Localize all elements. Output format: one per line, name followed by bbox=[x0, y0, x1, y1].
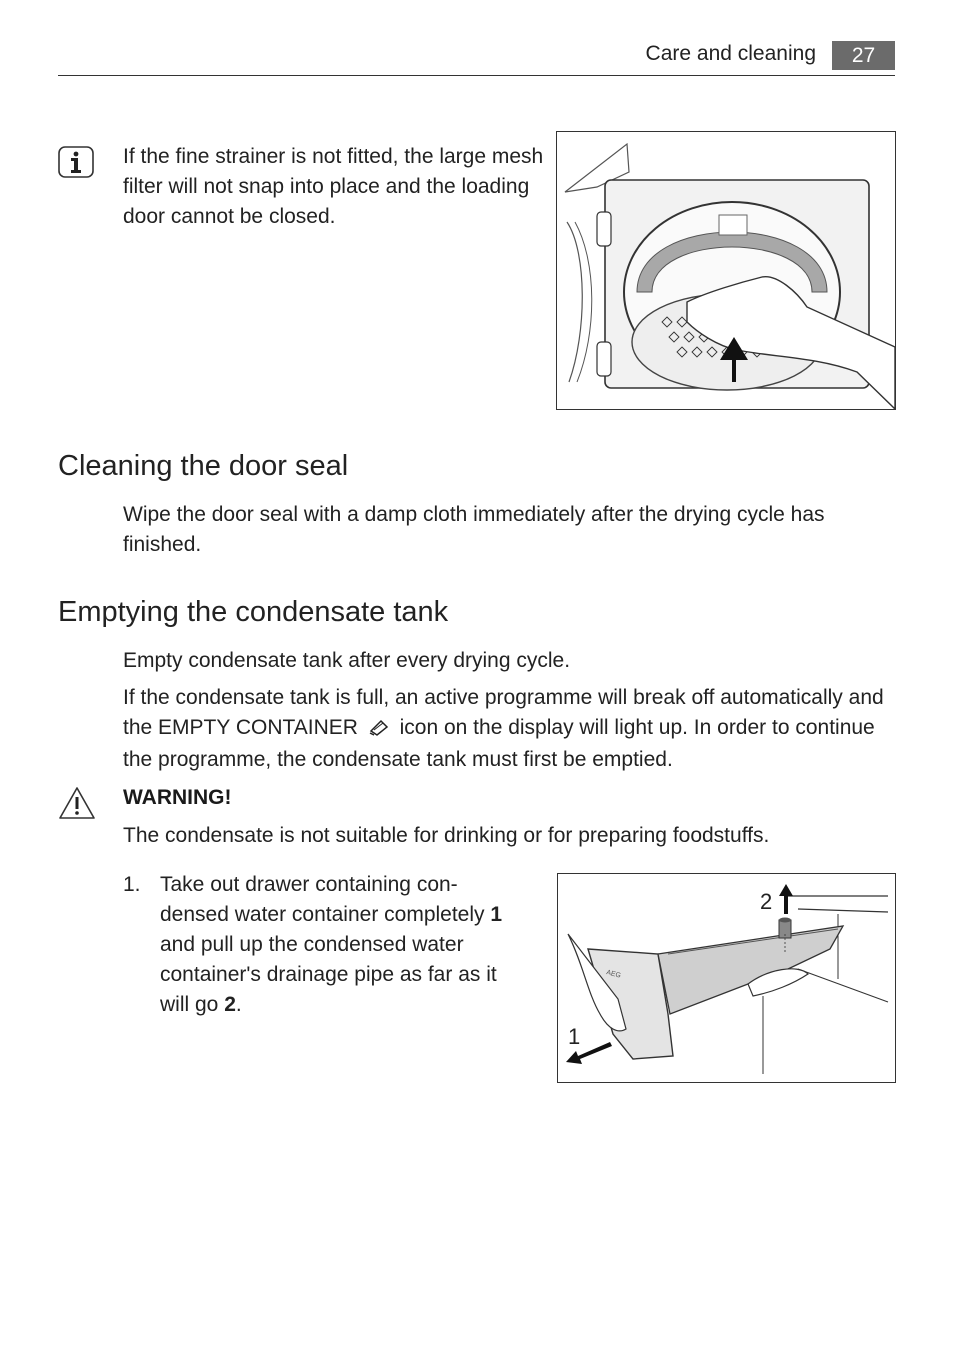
figure-label-2: 2 bbox=[760, 889, 773, 914]
step-text bbox=[160, 870, 520, 1020]
door-seal-heading: Cleaning the door seal bbox=[58, 450, 349, 482]
aeg-logo: AEG bbox=[605, 969, 622, 980]
figure-label-1: 1 bbox=[568, 1024, 581, 1049]
condensate-para-2-end: icon on the display will light up. In order to continue the programme, the condensate tank must first be emptied. bbox=[123, 716, 875, 771]
note-text: If the fine strainer is not fitted, the large mesh filter will not snap into place and the loading door cannot be closed. bbox=[123, 145, 544, 228]
door-seal-text: Wipe the door seal with a damp cloth immediately after the drying cycle has finished. bbox=[123, 503, 825, 556]
step-ref-1: 1 bbox=[490, 903, 503, 926]
info-icon bbox=[58, 146, 94, 178]
condensate-para-2-start: If the condensate tank is full, an active programme will break off automatically and the EMPTY CONTAINER bbox=[123, 686, 884, 739]
warning-title: WARNING! bbox=[123, 786, 232, 809]
step-ref-2: 2 bbox=[224, 993, 236, 1016]
strainer-illustration bbox=[556, 131, 896, 410]
warning-text: The condensate is not suitable for drinking or for preparing foodstuffs. bbox=[123, 824, 770, 847]
step-text-part-a: Take out drawer containing con-densed water container completely bbox=[160, 873, 485, 926]
condensate-para-1: Empty condensate tank after every drying cycle. bbox=[123, 649, 571, 672]
step-text-part-b: and pull up the condensed water container's drainage pipe as far as it will go bbox=[160, 933, 497, 1016]
drawer-illustration bbox=[557, 873, 896, 1083]
condensate-heading: Emptying the condensate tank bbox=[58, 596, 449, 628]
empty-container-icon bbox=[368, 715, 390, 745]
page-number: 27 bbox=[832, 41, 895, 70]
warning-icon bbox=[58, 786, 96, 820]
step-number: 1. bbox=[123, 873, 141, 896]
section-title: Care and cleaning bbox=[645, 42, 816, 65]
step-end: . bbox=[235, 993, 242, 1016]
condensate-para-2 bbox=[123, 683, 898, 775]
header-divider bbox=[58, 75, 895, 76]
